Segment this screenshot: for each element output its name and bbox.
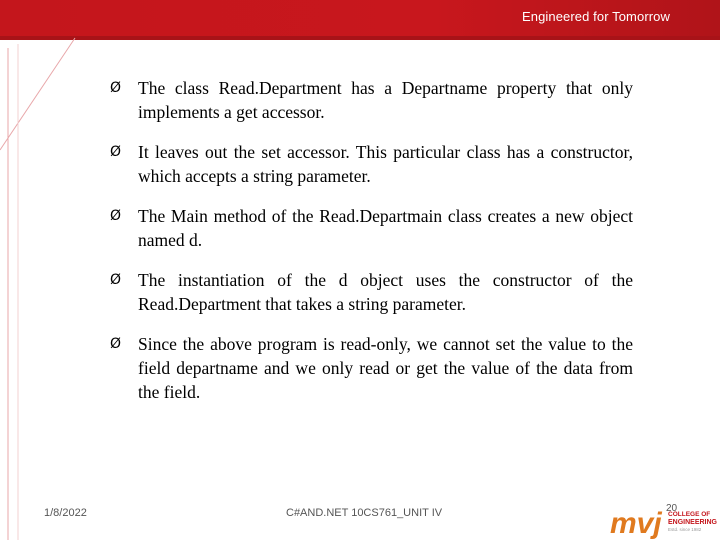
bullet-text: Since the above program is read-only, we cannot set the value to the field departname and we only read or get the value of the data from the field. — [138, 334, 633, 402]
college-logo — [608, 503, 720, 540]
bullet-arrow-icon: Ø — [110, 336, 122, 352]
bullet-text: The Main method of the Read.Departmain class creates a new object named d. — [138, 206, 633, 250]
logo-line3: Estd. since 1982 — [668, 527, 702, 532]
page-number: 20 — [666, 503, 678, 514]
footer-date: 1/8/2022 — [44, 507, 87, 519]
logo-line2: ENGINEERING — [668, 519, 718, 526]
bullet-text: The class Read.Department has a Departname property that only implements a get accessor. — [138, 78, 633, 122]
header-tagline: Engineered for Tomorrow — [521, 9, 670, 24]
bullet-arrow-icon: Ø — [110, 208, 122, 224]
bullet-item — [110, 140, 633, 188]
left-decoration — [0, 0, 90, 540]
logo-mark: mvj — [610, 507, 662, 540]
bullet-item — [110, 204, 633, 252]
bullet-item — [110, 76, 633, 124]
bullet-text: The instantiation of the d object uses the constructor of the Read.Department that takes a string parameter. — [138, 270, 633, 314]
bullet-arrow-icon: Ø — [110, 144, 122, 160]
bullet-item — [110, 332, 633, 404]
bullet-arrow-icon: Ø — [110, 272, 122, 288]
slide-content — [110, 76, 633, 420]
footer-course: C#AND.NET 10CS761_UNIT IV — [286, 507, 443, 519]
bullet-text: It leaves out the set accessor. This particular class has a constructor, which accepts a string parameter. — [138, 142, 633, 186]
bullet-arrow-icon: Ø — [110, 80, 122, 96]
logo-line1: COLLEGE OF — [668, 511, 711, 518]
header-decoration — [0, 0, 720, 52]
bullet-item — [110, 268, 633, 316]
